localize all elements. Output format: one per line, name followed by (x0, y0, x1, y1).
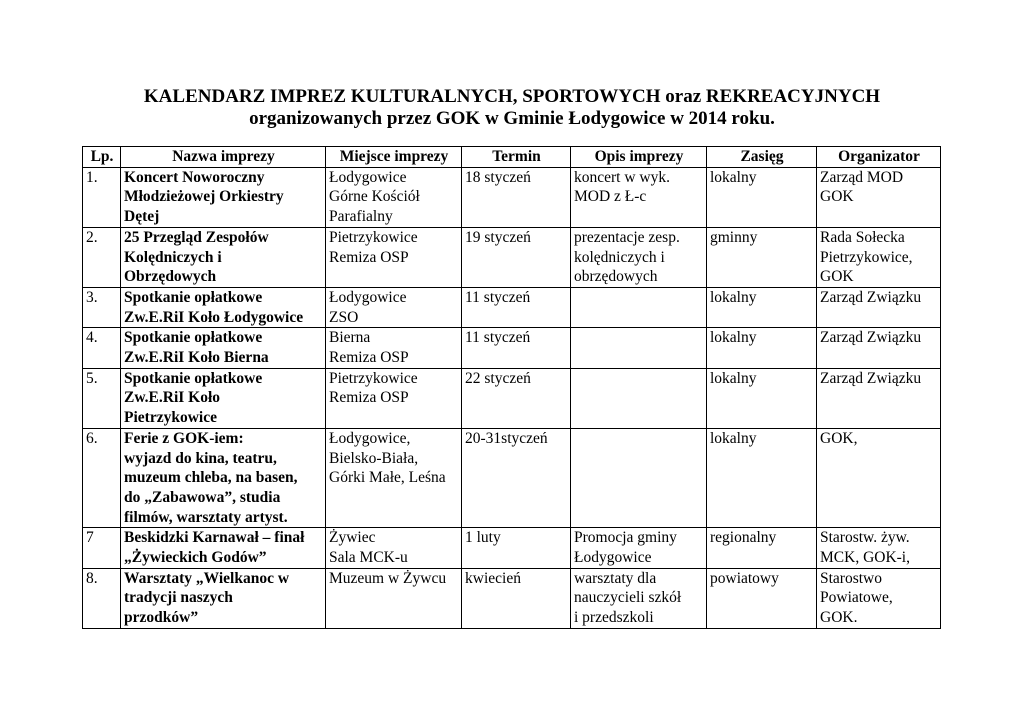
cell-lp-line: 1. (86, 168, 98, 186)
cell-opis-line: Promocja gminy (574, 529, 677, 547)
cell-lp-line: 3. (86, 288, 98, 306)
cell-organizator-line: Zarząd Związku (820, 329, 922, 347)
cell-organizator (817, 227, 941, 287)
cell-nazwa-line: Spotkanie opłatkowe (124, 329, 263, 347)
cell-zasieg-line: regionalny (710, 529, 777, 547)
table-row (83, 167, 941, 227)
cell-nazwa-line: filmów, warsztaty artyst. (124, 508, 288, 526)
cell-opis-line: Łodygowice (574, 549, 652, 567)
cell-lp (83, 528, 121, 568)
cell-miejsce-line: Łodygowice, (329, 429, 411, 447)
title-line-2: organizowanych przez GOK w Gminie Łodygowice w 2014 roku. (249, 108, 775, 129)
cell-termin (462, 368, 571, 428)
cell-nazwa-line: do „Zabawowa”, studia (124, 488, 281, 506)
cell-nazwa (121, 167, 326, 227)
cell-miejsce (326, 227, 462, 287)
cell-termin-line: 11 styczeń (465, 329, 531, 347)
cell-miejsce-line: Bierna (329, 329, 371, 347)
cell-termin (462, 528, 571, 568)
cell-miejsce (326, 428, 462, 528)
cell-miejsce-line: Muzeum w Żywcu (329, 569, 447, 587)
cell-nazwa-line: „Żywieckich Godów” (124, 549, 267, 567)
cell-miejsce (326, 287, 462, 327)
cell-lp-line: 2. (86, 228, 98, 246)
cell-organizator-line: GOK (820, 188, 854, 206)
cell-nazwa-line: Młodzieżowej Orkiestry (124, 188, 284, 206)
cell-termin-line: 11 styczeń (465, 288, 531, 306)
cell-lp-line: 8. (86, 569, 98, 587)
cell-zasieg-line: lokalny (710, 329, 757, 347)
cell-opis-line: obrzędowych (574, 268, 658, 286)
cell-nazwa-line: Kolędniczych i (124, 248, 222, 266)
cell-nazwa-line: Zw.E.RiI Koło Bierna (124, 349, 269, 367)
cell-zasieg-line: lokalny (710, 288, 757, 306)
cell-miejsce (326, 368, 462, 428)
cell-organizator-line: Starostwo (820, 569, 882, 587)
cell-organizator-line: GOK (820, 268, 854, 286)
cell-miejsce-line: Pietrzykowice (329, 228, 418, 246)
cell-termin (462, 227, 571, 287)
cell-lp (83, 227, 121, 287)
cell-zasieg (707, 227, 817, 287)
cell-zasieg-line: lokalny (710, 168, 757, 186)
cell-opis-line: kolędniczych i (574, 248, 665, 266)
cell-organizator-line: Zarząd MOD (820, 168, 904, 186)
cell-nazwa (121, 428, 326, 528)
cell-organizator-line: MCK, GOK-i, (820, 549, 910, 567)
cell-zasieg-line: gminny (710, 228, 758, 246)
table-row (83, 568, 941, 628)
cell-lp (83, 428, 121, 528)
document-title (0, 86, 1024, 130)
cell-termin (462, 328, 571, 368)
cell-termin-line: 22 styczeń (465, 369, 531, 387)
header-termin: Termin (462, 147, 571, 168)
header-nazwa: Nazwa imprezy (121, 147, 326, 168)
cell-termin (462, 428, 571, 528)
table-row (83, 368, 941, 428)
cell-opis (571, 368, 707, 428)
cell-nazwa (121, 528, 326, 568)
cell-nazwa-line: Ferie z GOK-iem: (124, 429, 244, 447)
cell-opis-line: warsztaty dla (574, 569, 657, 587)
cell-miejsce (326, 568, 462, 628)
cell-miejsce-line: Górki Małe, Leśna (329, 469, 446, 487)
cell-miejsce (326, 328, 462, 368)
cell-organizator (817, 328, 941, 368)
cell-lp (83, 568, 121, 628)
cell-nazwa-line: Spotkanie opłatkowe (124, 369, 263, 387)
cell-nazwa-line: Obrzędowych (124, 268, 217, 286)
table-row (83, 428, 941, 528)
header-organizator: Organizator (817, 147, 941, 168)
cell-miejsce-line: Górne Kościół (329, 188, 420, 206)
cell-miejsce (326, 167, 462, 227)
cell-termin-line: 18 styczeń (465, 168, 531, 186)
cell-zasieg (707, 287, 817, 327)
cell-opis (571, 287, 707, 327)
cell-nazwa-line: 25 Przegląd Zespołów (124, 228, 269, 246)
cell-lp-line: 5. (86, 369, 98, 387)
cell-miejsce-line: Pietrzykowice (329, 369, 418, 387)
cell-termin (462, 568, 571, 628)
cell-organizator-line: Zarząd Związku (820, 288, 922, 306)
events-table (82, 146, 941, 629)
cell-termin-line: 20-31styczeń (465, 429, 548, 447)
cell-opis (571, 568, 707, 628)
cell-lp (83, 167, 121, 227)
cell-miejsce-line: Łodygowice (329, 288, 407, 306)
cell-nazwa (121, 287, 326, 327)
cell-miejsce-line: Remiza OSP (329, 349, 409, 367)
header-opis: Opis imprezy (571, 147, 707, 168)
cell-organizator (817, 368, 941, 428)
cell-miejsce-line: Żywiec (329, 529, 376, 547)
cell-organizator-line: GOK. (820, 609, 858, 627)
cell-termin (462, 287, 571, 327)
cell-opis-line: nauczycieli szkół (574, 589, 682, 607)
cell-zasieg (707, 167, 817, 227)
cell-nazwa-line: Koncert Noworoczny (124, 168, 265, 186)
cell-nazwa-line: Dętej (124, 208, 160, 226)
table-row (83, 528, 941, 568)
cell-miejsce-line: Sala MCK-u (329, 549, 408, 567)
cell-zasieg-line: lokalny (710, 369, 757, 387)
table-row (83, 287, 941, 327)
cell-miejsce-line: ZSO (329, 308, 359, 326)
cell-opis (571, 227, 707, 287)
cell-miejsce-line: Remiza OSP (329, 389, 409, 407)
cell-nazwa-line: Warsztaty „Wielkanoc w (124, 569, 290, 587)
table-header-row (83, 147, 941, 168)
cell-lp (83, 328, 121, 368)
cell-organizator (817, 287, 941, 327)
cell-organizator-line: Powiatowe, (820, 589, 893, 607)
cell-organizator-line: Zarząd Związku (820, 369, 922, 387)
cell-zasieg (707, 428, 817, 528)
cell-zasieg (707, 368, 817, 428)
cell-nazwa (121, 368, 326, 428)
cell-nazwa-line: tradycji naszych (124, 589, 233, 607)
cell-opis-line: koncert w wyk. (574, 168, 670, 186)
cell-lp-line: 4. (86, 329, 98, 347)
cell-termin-line: 19 styczeń (465, 228, 531, 246)
cell-termin-line: 1 luty (465, 529, 501, 547)
cell-nazwa-line: Zw.E.RiI Koło (124, 389, 221, 407)
cell-organizator-line: Rada Sołecka (820, 228, 905, 246)
cell-zasieg-line: lokalny (710, 429, 757, 447)
cell-lp (83, 368, 121, 428)
cell-nazwa (121, 328, 326, 368)
cell-nazwa-line: Zw.E.RiI Koło Łodygowice (124, 308, 304, 326)
cell-organizator (817, 528, 941, 568)
cell-nazwa-line: Pietrzykowice (124, 409, 217, 427)
cell-zasieg (707, 528, 817, 568)
cell-nazwa-line: Spotkanie opłatkowe (124, 288, 263, 306)
cell-opis (571, 328, 707, 368)
cell-miejsce-line: Łodygowice (329, 168, 407, 186)
header-lp: Lp. (83, 147, 121, 168)
header-miejsce: Miejsce imprezy (326, 147, 462, 168)
cell-organizator (817, 568, 941, 628)
cell-organizator (817, 428, 941, 528)
cell-nazwa-line: Beskidzki Karnawał – finał (124, 529, 305, 547)
cell-opis (571, 428, 707, 528)
cell-organizator (817, 167, 941, 227)
cell-nazwa (121, 568, 326, 628)
cell-miejsce-line: Bielsko-Biała, (329, 449, 419, 467)
cell-zasieg (707, 568, 817, 628)
header-zasieg: Zasięg (707, 147, 817, 168)
cell-lp-line: 7 (86, 529, 94, 547)
cell-opis-line: prezentacje zesp. (574, 228, 680, 246)
cell-miejsce-line: Parafialny (329, 208, 393, 226)
cell-lp (83, 287, 121, 327)
cell-organizator-line: Pietrzykowice, (820, 248, 913, 266)
cell-organizator-line: Starostw. żyw. (820, 529, 910, 547)
cell-miejsce-line: Remiza OSP (329, 248, 409, 266)
cell-zasieg (707, 328, 817, 368)
cell-opis-line: MOD z Ł-c (574, 188, 647, 206)
cell-termin (462, 167, 571, 227)
cell-nazwa-line: wyjazd do kina, teatru, (124, 449, 277, 467)
cell-zasieg-line: powiatowy (710, 569, 779, 587)
cell-lp-line: 6. (86, 429, 98, 447)
cell-organizator-line: GOK, (820, 429, 858, 447)
cell-miejsce (326, 528, 462, 568)
cell-opis (571, 528, 707, 568)
cell-nazwa-line: muzeum chleba, na basen, (124, 469, 298, 487)
cell-nazwa-line: przodków” (124, 609, 199, 627)
cell-opis (571, 167, 707, 227)
cell-nazwa (121, 227, 326, 287)
title-line-1: KALENDARZ IMPREZ KULTURALNYCH, SPORTOWYCH oraz REKREACYJNYCH (143, 86, 881, 107)
cell-termin-line: kwiecień (465, 569, 521, 587)
table-row (83, 328, 941, 368)
cell-opis-line: i przedszkoli (574, 609, 654, 627)
table-row (83, 227, 941, 287)
